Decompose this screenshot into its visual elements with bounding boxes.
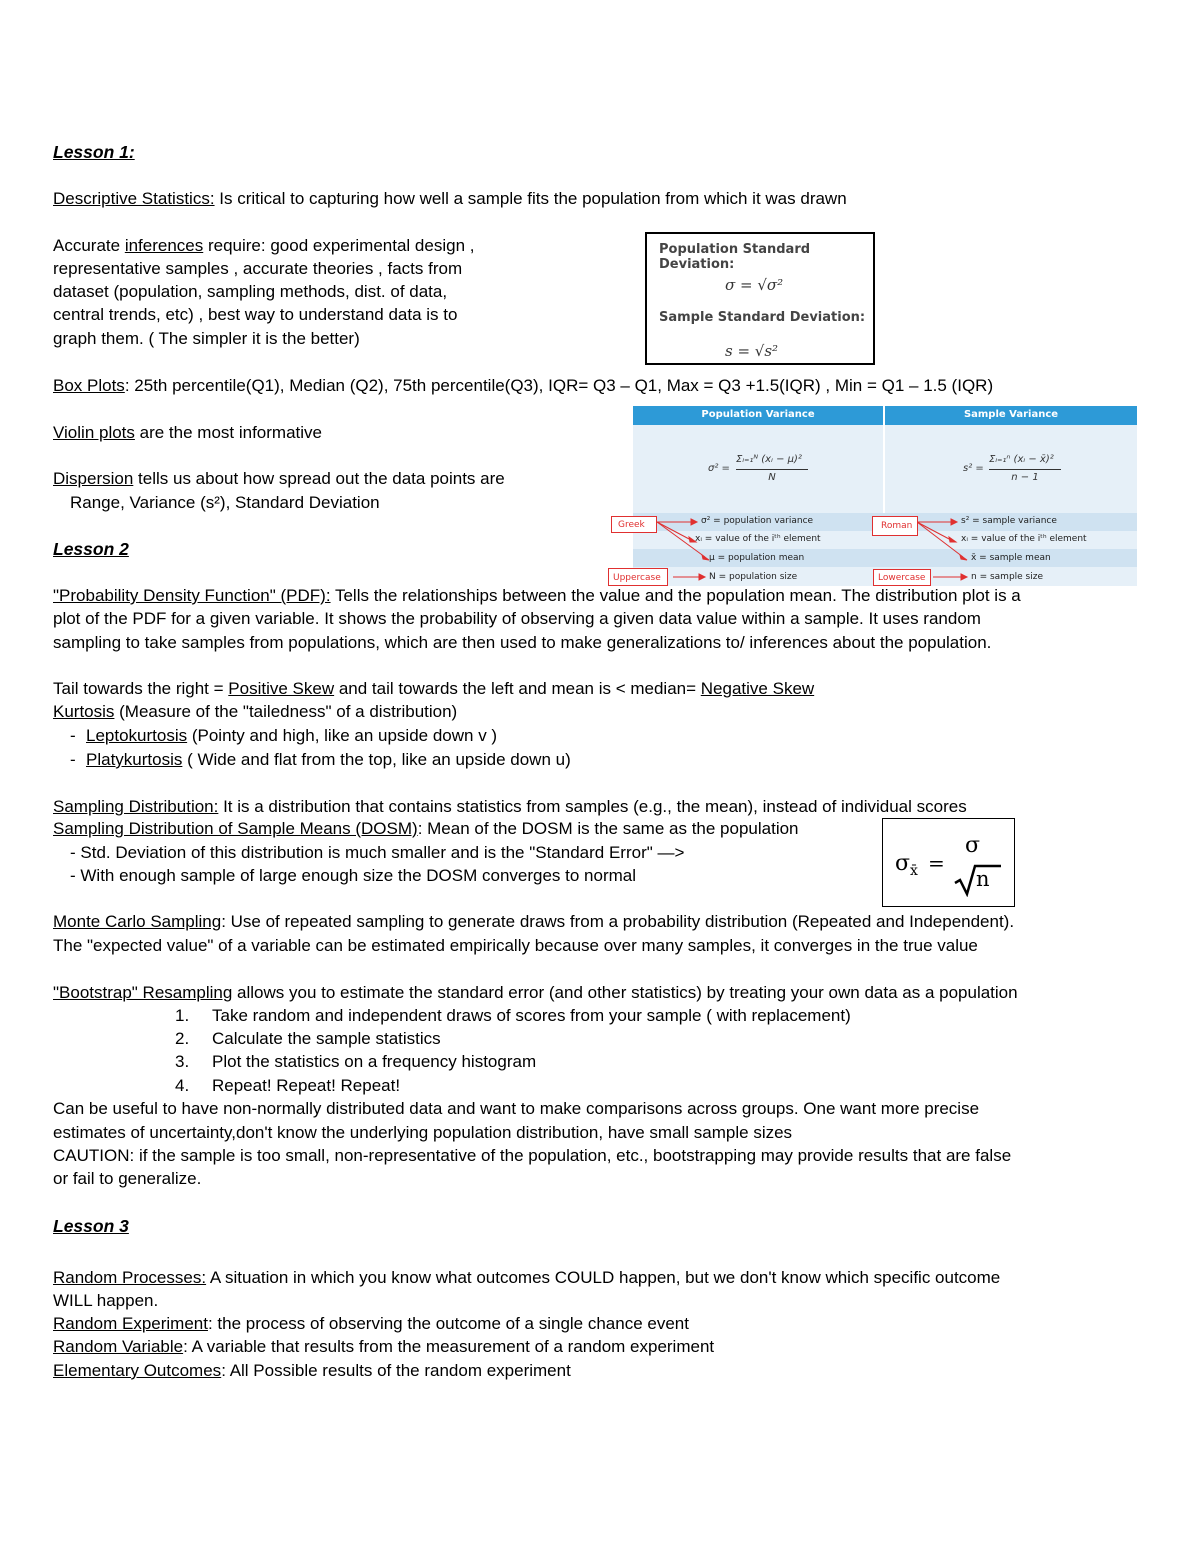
bootstrap-line [53,981,1018,1004]
step-text: Calculate the sample statistics [212,1029,441,1048]
definition: : 25th percentile(Q1), Median (Q2), 75th percentile(Q3), IQR= Q3 – Q1, Max = Q3 +1.5(IQR) , Min = Q1 – 1.5 (IQR) [124,376,994,395]
definition: (Pointy and high, like an upside down v ) [187,726,498,745]
definition: : Use of repeated sampling to generate draws from a probability distribution (Repeated and Independent). [221,912,1015,931]
definition: Tells the relationships between the value and the population mean. The distribution plot is a [330,586,1021,605]
bootstrap-step-4 [175,1074,400,1097]
monte-carlo-line-2: The "expected value" of a variable can be estimated empirically because over many samples, it converges in the true value [53,936,978,955]
sample-row-1: s² = sample variance [961,516,1057,526]
sample-sd-formula: s = √s² [725,342,779,360]
dosm-bullet-1: - Std. Deviation of this distribution is much smaller and is the "Standard Error" —> [70,843,685,862]
bootstrap-useful-line-1: Can be useful to have non-normally distributed data and want to make comparisons across groups. One want more precise [53,1099,980,1118]
annotation-arrows [633,406,1137,586]
sample-variance-numerator: Σᵢ₌₁ⁿ (xᵢ − x̄)² [989,454,1054,465]
definition: : All Possible results of the random experiment [221,1361,571,1380]
pop-row-1: σ² = population variance [701,516,814,526]
term: Random Experiment [53,1314,208,1333]
dosm-bullet-2: - With enough sample of large enough size the DOSM converges to normal [70,866,637,885]
n-denominator: n [976,867,990,891]
definition: A situation in which you know what outcomes COULD happen, but we don't know which specific outcome [206,1268,1001,1287]
step-number: 3. [175,1052,190,1071]
standard-error-formula-box [882,818,1015,907]
sample-sd-title: Sample Standard Deviation: [659,310,866,325]
accurate-inferences-line-4: central trends, etc) , best way to understand data is to [53,305,458,324]
term: "Bootstrap" Resampling [53,983,233,1002]
definition: tells us about how spread out the data points are [133,469,505,488]
term: Dispersion [53,469,134,488]
population-variance-header: Population Variance [701,409,815,420]
accurate-inferences-line-2: representative samples , accurate theories , facts from [53,259,463,278]
violin-plots-line [53,421,322,444]
pop-row-4: N = population size [709,572,798,582]
random-experiment-line [53,1312,689,1335]
term: Sampling Distribution of Sample Means (DOSM) [53,819,418,838]
negative-skew-term: Negative Skew [700,679,815,698]
dash: - [70,726,76,745]
sample-row-2: xᵢ = value of the iᵗʰ element [961,534,1087,544]
step-number: 4. [175,1076,190,1095]
term: Random Processes: [53,1268,207,1287]
term: Elementary Outcomes [53,1361,222,1380]
bootstrap-useful-line-2: estimates of uncertainty,don't know the underlying population distribution, have small sample sizes [53,1123,793,1142]
random-processes-line [53,1266,1000,1289]
lesson-1-heading: Lesson 1: [53,142,135,162]
accurate-inferences-line-5: graph them. ( The simpler it is the better) [53,329,360,348]
descriptive-statistics-line [53,187,847,210]
skew-line [53,677,814,700]
pdf-line-3: sampling to take samples from populations, which are then used to make generalizations to/ inferences about the population. [53,633,992,652]
platykurtosis-item [70,748,571,771]
text: Tail towards the right = [53,679,229,698]
population-variance-lhs: σ² = [708,463,730,474]
term: Sampling Distribution: [53,797,219,816]
text: and tail towards the left and mean is < median= [334,679,701,698]
term: inferences [124,236,204,255]
term: Random Variable [53,1337,184,1356]
sample-variance-lhs: s² = [963,463,984,474]
sample-row-4: n = sample size [971,572,1043,582]
sample-row-3: x̄ = sample mean [971,553,1051,563]
lowercase-label: Lowercase [873,569,931,586]
pdf-line-2: plot of the PDF for a given variable. It shows the probability of observing a given data value within a sample. It uses random [53,609,981,628]
text: Accurate [53,236,125,255]
bootstrap-caution-line-2: or fail to generalize. [53,1169,202,1188]
step-text: Repeat! Repeat! Repeat! [212,1076,401,1095]
term: Kurtosis [53,702,115,721]
definition: Is critical to capturing how well a sample fits the population from which it was drawn [214,189,847,208]
uppercase-label: Uppercase [608,568,668,586]
definition: ( Wide and flat from the top, like an upside down u) [182,750,571,769]
definition: are the most informative [134,423,322,442]
bootstrap-step-3 [175,1050,536,1073]
box-plots-line [53,374,993,397]
sampling-distribution-line [53,795,967,818]
monte-carlo-line [53,910,1014,933]
population-variance-numerator: Σᵢ₌₁ᴺ (xᵢ − μ)² [736,454,802,465]
term: Platykurtosis [86,750,183,769]
definition: : A variable that results from the measurement of a random experiment [183,1337,715,1356]
step-number: 1. [175,1006,190,1025]
elementary-outcomes-line [53,1359,571,1382]
equals-sign: = [928,851,945,875]
term: "Probability Density Function" (PDF): [53,586,331,605]
greek-label: Greek [611,516,657,533]
step-text: Plot the statistics on a frequency histogram [212,1052,537,1071]
text: require: good experimental design , [203,236,475,255]
bootstrap-step-1 [175,1004,851,1027]
definition: : Mean of the DOSM is the same as the population [417,819,799,838]
definition: allows you to estimate the standard error (and other statistics) by treating your own data as a population [232,983,1018,1002]
standard-deviation-box [645,232,875,365]
sigma-numerator: σ [965,833,981,858]
population-sd-formula: σ = √σ² [725,276,784,294]
dosm-line [53,817,799,840]
definition: : the process of observing the outcome of a single chance event [207,1314,689,1333]
roman-label: Roman [872,516,918,536]
sigma-lhs: σ [895,851,911,876]
population-sd-title: Population Standard Deviation: [659,242,811,272]
leptokurtosis-item [70,724,497,747]
random-variable-line [53,1335,714,1358]
term: Violin plots [53,423,135,442]
bootstrap-caution-line-1: CAUTION: if the sample is too small, non-representative of the population, etc., bootstrapping may provide results that are false [53,1146,1012,1165]
step-number: 2. [175,1029,190,1048]
sample-variance-header: Sample Variance [963,409,1059,420]
term: Leptokurtosis [86,726,188,745]
accurate-inferences-line-3: dataset (population, sampling methods, dist. of data, [53,282,448,301]
term: Descriptive Statistics: [53,189,215,208]
term: Monte Carlo Sampling [53,912,222,931]
definition: It is a distribution that contains statistics from samples (e.g., the mean), instead of individual scores [218,797,967,816]
dash: - [70,750,76,769]
pop-row-2: xᵢ = value of the iᵗʰ element [695,534,821,544]
sigma-subscript: x̄ [910,863,918,879]
step-text: Take random and independent draws of scores from your sample ( with replacement) [212,1006,851,1025]
definition: (Measure of the "tailedness" of a distribution) [114,702,458,721]
random-processes-line-2: WILL happen. [53,1291,159,1310]
sample-variance-denominator: n − 1 [1011,472,1039,483]
variance-table [633,406,1137,586]
dispersion-measures: Range, Variance (s²), Standard Deviation [70,493,380,512]
accurate-inferences-line-1 [53,234,474,257]
pop-row-3: μ = population mean [709,553,805,563]
pdf-line-1 [53,584,1021,607]
kurtosis-line [53,700,457,723]
lesson-2-heading: Lesson 2 [53,539,129,559]
bootstrap-step-2 [175,1027,441,1050]
term: Box Plots [53,376,125,395]
population-variance-denominator: N [768,472,776,483]
dispersion-line [53,467,505,490]
lesson-3-heading: Lesson 3 [53,1216,129,1236]
positive-skew-term: Positive Skew [228,679,335,698]
